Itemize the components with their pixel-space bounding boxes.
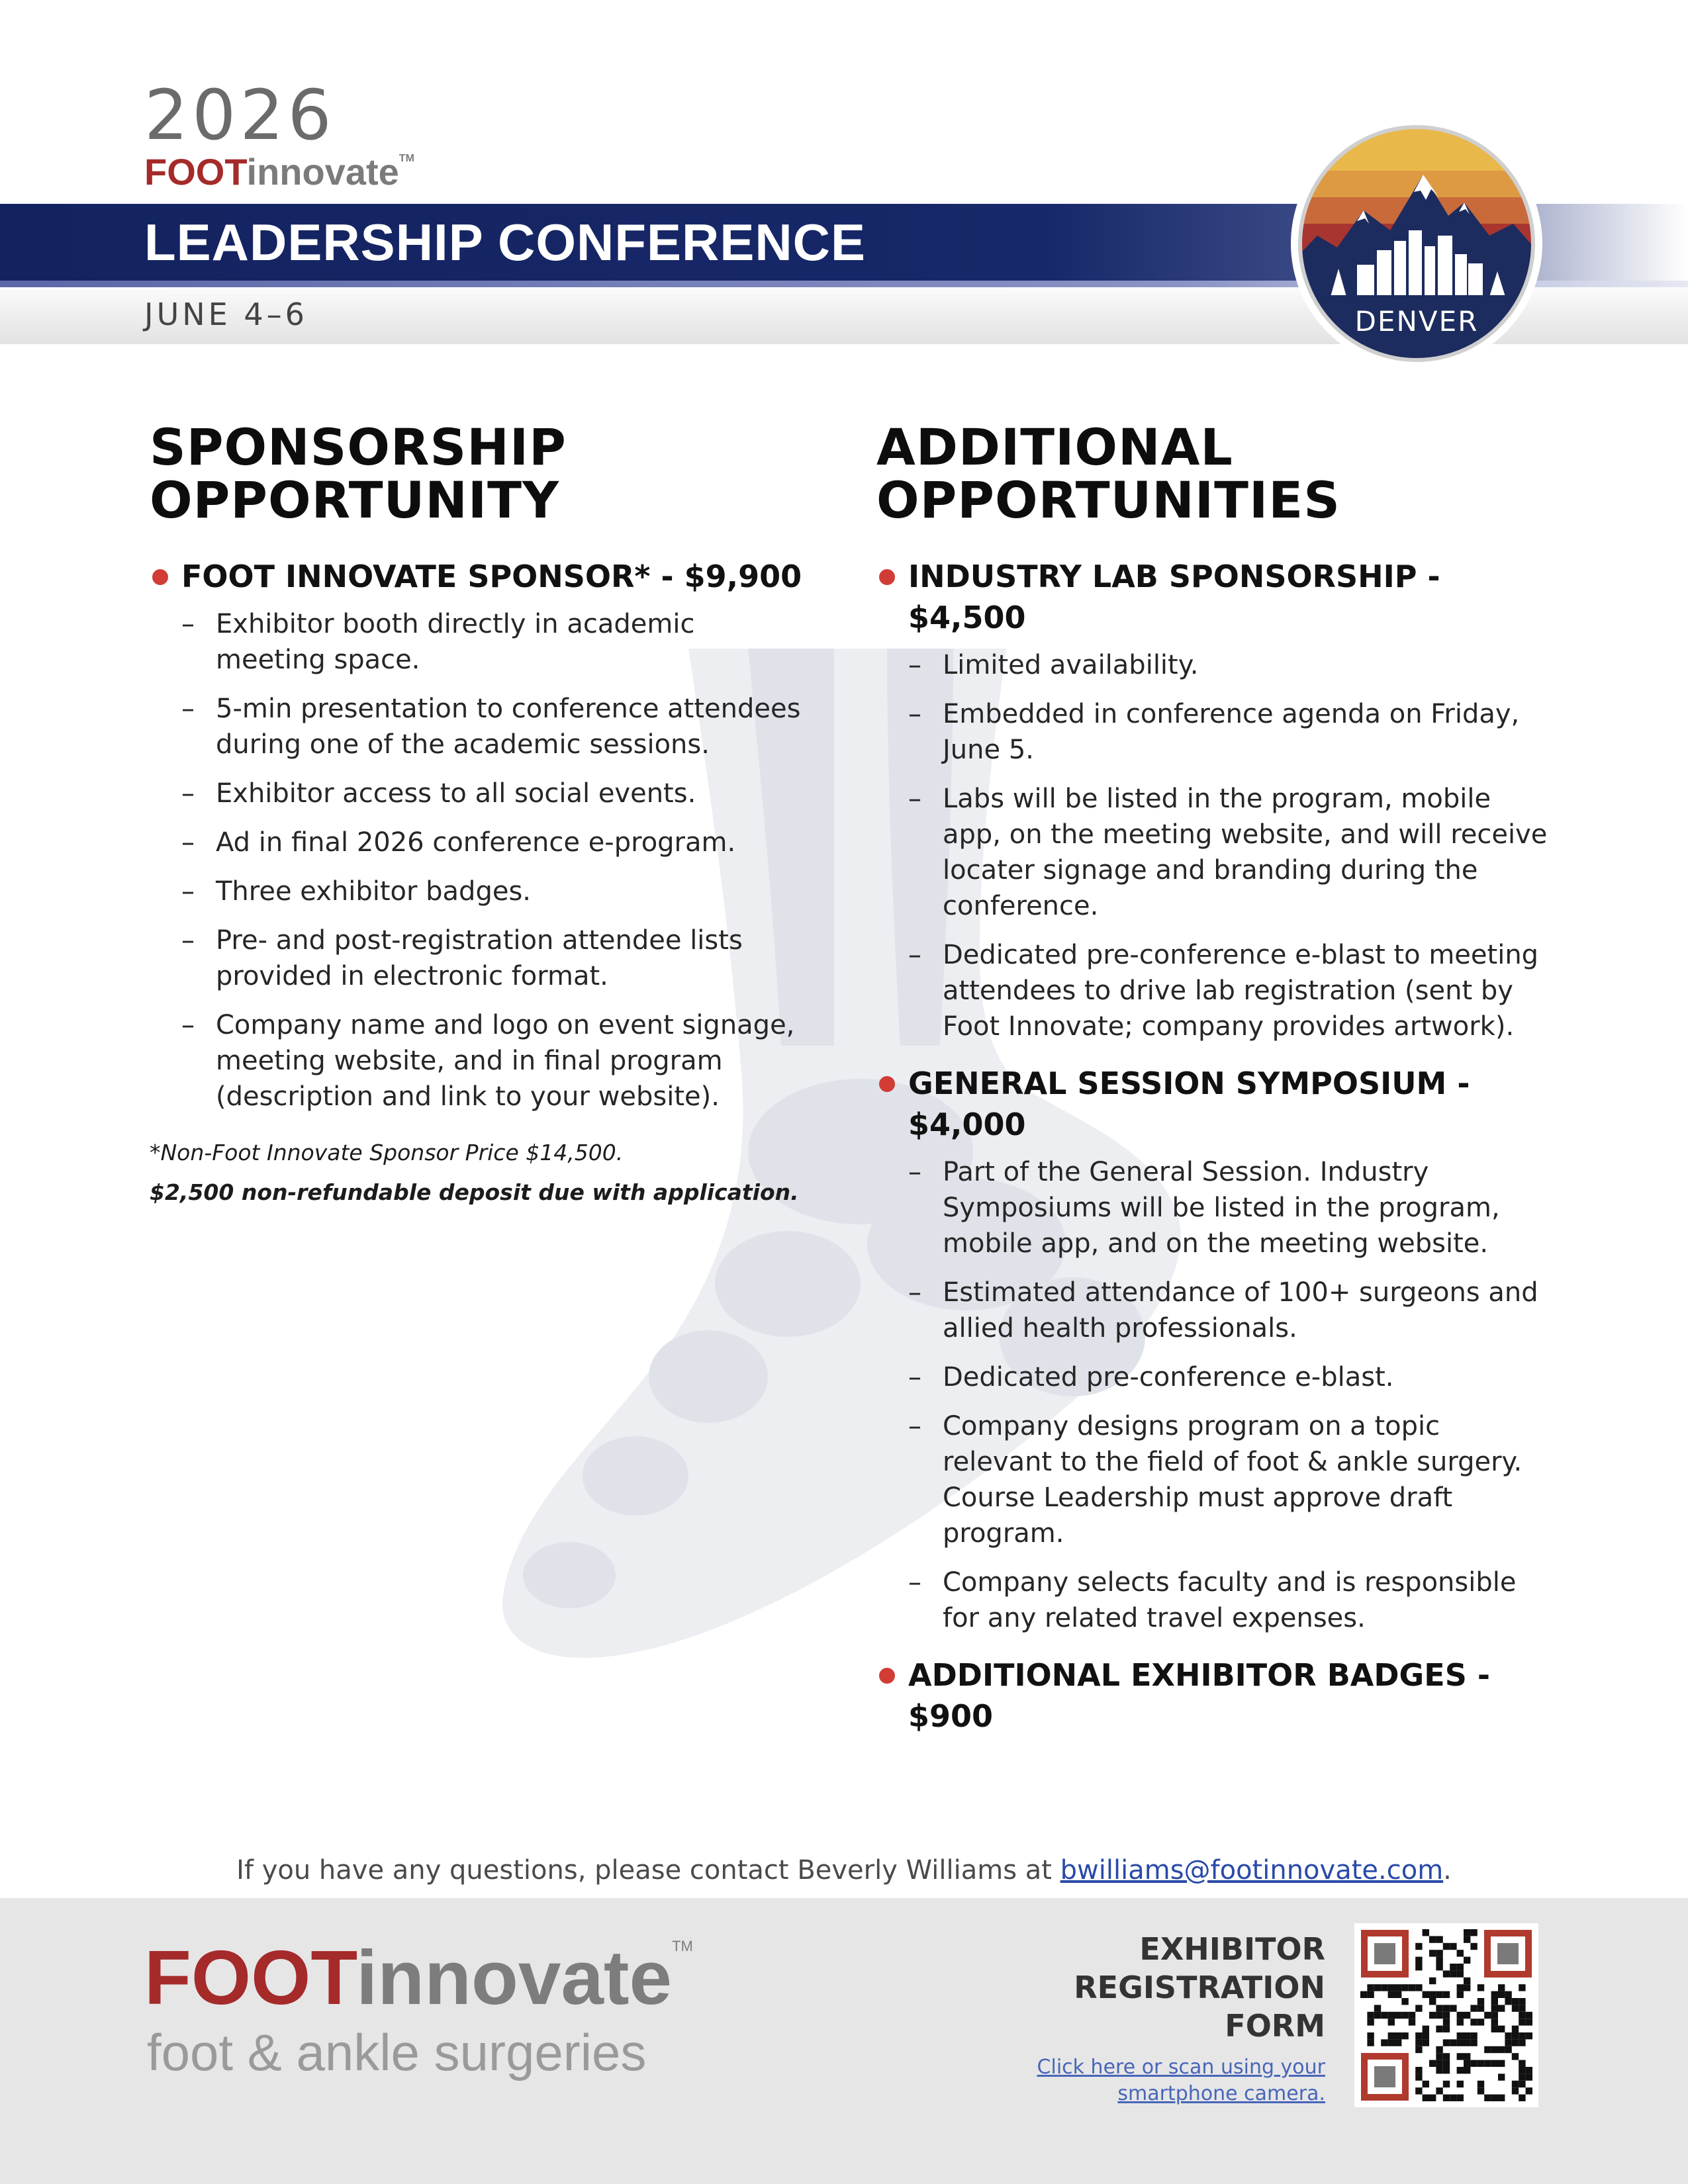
qr-module: [1512, 2053, 1519, 2060]
qr-module: [1395, 2012, 1401, 2019]
sponsorship-column: [150, 418, 812, 1212]
additional-heading: ADDITIONAL OPPORTUNITIES: [876, 418, 1340, 529]
qr-module: [1477, 1998, 1484, 2005]
qr-module: [1505, 1991, 1511, 1998]
qr-module: [1415, 2067, 1422, 2073]
qr-module: [1450, 1964, 1456, 1970]
qr-module: [1457, 2012, 1464, 2019]
qr-module: [1443, 2060, 1450, 2067]
qr-module: [1526, 2087, 1532, 2094]
qr-module: [1498, 2005, 1505, 2011]
qr-module: [1429, 1978, 1436, 1984]
qr-module: [1491, 2060, 1498, 2067]
qr-module: [1388, 2019, 1395, 2025]
list-item: – Dedicated pre-conference e-blast to meeting attendees to drive lab registration (sent by Foot Innovate; company provides artwork).: [908, 940, 1539, 1042]
qr-module: [1512, 1998, 1519, 2005]
qr-module: [1415, 1964, 1422, 1970]
qr-module: [1395, 2039, 1401, 2046]
qr-module: [1457, 1970, 1464, 1977]
qr-module: [1464, 2012, 1470, 2019]
qr-module: [1443, 1943, 1450, 1950]
qr-module: [1464, 1984, 1470, 1991]
qr-module: [1519, 2019, 1525, 2025]
qr-module: [1526, 2073, 1532, 2080]
qr-module: [1477, 2060, 1484, 2067]
qr-module: [1464, 2032, 1470, 2039]
qr-module: [1519, 2060, 1525, 2067]
qr-module: [1409, 1984, 1415, 1991]
qr-module: [1464, 2067, 1470, 2073]
qr-module: [1409, 2019, 1415, 2025]
qr-module: [1526, 2012, 1532, 2019]
qr-module: [1526, 2067, 1532, 2073]
qr-module: [1498, 2073, 1505, 2080]
qr-module: [1457, 2032, 1464, 2039]
list-item: – Ad in final 2026 conference e-program.: [181, 827, 736, 858]
qr-module: [1381, 1984, 1387, 1991]
qr-module: [1512, 2081, 1519, 2087]
qr-module: [1381, 2039, 1387, 2046]
qr-module: [1436, 2067, 1442, 2073]
qr-module: [1401, 1984, 1408, 1991]
red-dot-icon: [879, 569, 895, 585]
list-item: – Company name and logo on event signage, meeting website, and in final program (description and link to your website).: [181, 1010, 795, 1112]
qr-module: [1395, 1991, 1401, 1998]
qr-module: [1436, 2053, 1442, 2060]
qr-module: [1429, 2012, 1436, 2019]
list-item: – Company designs program on a topic relevant to the field of foot & ankle surgery. Course Leadership must approve draft program.: [908, 1411, 1523, 1549]
qr-module: [1436, 1991, 1442, 1998]
list-item: – Dedicated pre-conference e-blast.: [908, 1362, 1394, 1392]
qr-module: [1491, 2012, 1498, 2019]
non-sponsor-price-note: *Non-Foot Innovate Sponsor Price $14,500.: [150, 1140, 624, 1165]
qr-module: [1450, 2095, 1456, 2101]
qr-module: [1415, 1984, 1422, 1991]
qr-module: [1477, 2087, 1484, 2094]
qr-module: [1360, 1991, 1367, 1998]
qr-module: [1415, 2005, 1422, 2011]
qr-module: [1519, 1984, 1525, 1991]
qr-module: [1401, 1998, 1408, 2005]
deposit-note: $2,500 non-refundable deposit due with application.: [150, 1179, 799, 1205]
qr-module: [1477, 1984, 1484, 1991]
qr-module: [1491, 2026, 1498, 2032]
qr-module: [1443, 2005, 1450, 2011]
qr-module: [1450, 2005, 1456, 2011]
qr-module: [1436, 2046, 1442, 2053]
qr-module: [1470, 2039, 1477, 2046]
qr-module: [1498, 1991, 1505, 1998]
qr-module: [1395, 2032, 1401, 2039]
red-dot-icon: [879, 1668, 895, 1684]
qr-module: [1526, 2032, 1532, 2039]
qr-module: [1457, 1964, 1464, 1970]
qr-module: [1443, 1970, 1450, 1977]
qr-module: [1464, 1957, 1470, 1964]
qr-module: [1436, 1950, 1442, 1956]
qr-module: [1374, 2005, 1381, 2011]
qr-module: [1443, 2039, 1450, 2046]
qr-module: [1491, 2095, 1498, 2101]
qr-module: [1415, 2073, 1422, 2080]
qr-module: [1464, 1978, 1470, 1984]
sponsorship-heading: SPONSORSHIP OPPORTUNITY: [150, 418, 567, 529]
qr-module: [1429, 1998, 1436, 2005]
registration-link[interactable]: Click here or scan using your smartphone camera.: [1037, 2056, 1325, 2105]
qr-module: [1415, 2039, 1422, 2046]
qr-module: [1429, 1936, 1436, 1942]
qr-module: [1519, 2081, 1525, 2087]
qr-module: [1470, 2032, 1477, 2039]
qr-module: [1436, 1957, 1442, 1964]
qr-module: [1415, 2032, 1422, 2039]
conference-title: LEADERSHIP CONFERENCE: [144, 213, 867, 271]
qr-module: [1367, 2012, 1374, 2019]
conference-dates: JUNE 4–6: [144, 296, 308, 332]
qr-module: [1512, 2032, 1519, 2039]
qr-module: [1491, 2046, 1498, 2053]
qr-module: [1519, 2005, 1525, 2011]
sponsor-section: [150, 556, 812, 1115]
qr-module: [1429, 1950, 1436, 1956]
qr-module: [1436, 2087, 1442, 2094]
qr-module: [1436, 2026, 1442, 2032]
list-item: – Estimated attendance of 100+ surgeons and allied health professionals.: [908, 1277, 1538, 1343]
qr-module: [1436, 2012, 1442, 2019]
qr-module: [1395, 1984, 1401, 1991]
qr-module: [1464, 2039, 1470, 2046]
qr-module: [1401, 2032, 1408, 2039]
general-session-list: [876, 1154, 1552, 1636]
qr-module: [1429, 2060, 1436, 2067]
qr-module: [1374, 1984, 1381, 1991]
list-item: – Company selects faculty and is responsible for any related travel expenses.: [908, 1567, 1517, 1633]
sponsor-title: FOOT INNOVATE SPONSOR* - $9,900: [150, 556, 812, 597]
qr-module: [1388, 1991, 1395, 1998]
qr-module: [1457, 2095, 1464, 2101]
industry-lab-title: INDUSTRY LAB SPONSORSHIP - $4,500: [876, 556, 1552, 638]
qr-module: [1443, 2067, 1450, 2073]
red-dot-icon: [152, 569, 168, 585]
qr-module: [1484, 2012, 1491, 2019]
qr-module: [1464, 2060, 1470, 2067]
qr-code-icon[interactable]: [1354, 1923, 1538, 2107]
general-session-section: [876, 1063, 1552, 1636]
sponsor-benefits-list: [150, 606, 812, 1115]
qr-module: [1470, 2005, 1477, 2011]
qr-module: [1367, 1991, 1374, 1998]
list-item: – Exhibitor access to all social events.: [181, 778, 696, 809]
qr-module: [1436, 2005, 1442, 2011]
qr-module: [1526, 2019, 1532, 2025]
qr-module: [1409, 2012, 1415, 2019]
qr-module: [1470, 1929, 1477, 1936]
footer-tagline: foot & ankle surgeries: [147, 2023, 647, 2081]
qr-module: [1491, 1998, 1498, 2005]
qr-module: [1423, 2039, 1429, 2046]
qr-module: [1457, 2039, 1464, 2046]
qr-module: [1436, 1936, 1442, 1942]
qr-module: [1519, 2039, 1525, 2046]
qr-module: [1381, 2012, 1387, 2019]
qr-module: [1367, 1984, 1374, 1991]
qr-module: [1519, 1998, 1525, 2005]
qr-module: [1457, 1991, 1464, 1998]
qr-module: [1498, 1984, 1505, 1991]
qr-module: [1443, 2053, 1450, 2060]
year: 2026: [144, 75, 336, 156]
footer-brand-logo: FOOTinnovateTM: [144, 1934, 693, 2021]
qr-module: [1388, 1984, 1395, 1991]
qr-module: [1484, 2095, 1491, 2101]
list-item: – Part of the General Session. Industry Symposiums will be listed in the program, mobile app, and on the meeting website.: [908, 1157, 1500, 1259]
qr-module: [1491, 2019, 1498, 2025]
qr-module: [1374, 2012, 1381, 2019]
qr-module: [1505, 2046, 1511, 2053]
qr-module: [1498, 2046, 1505, 2053]
qr-module: [1367, 2032, 1374, 2039]
registration-form-title: EXHIBITOR REGISTRATION FORM: [1074, 1931, 1325, 2044]
qr-module: [1443, 2081, 1450, 2087]
qr-module: [1512, 2087, 1519, 2094]
qr-module: [1505, 2039, 1511, 2046]
qr-module: [1450, 1943, 1456, 1950]
qr-module: [1423, 1991, 1429, 1998]
qr-module: [1464, 2053, 1470, 2060]
list-item: – Limited availability.: [908, 650, 1199, 680]
qr-module: [1464, 1929, 1470, 1936]
qr-module: [1423, 2081, 1429, 2087]
qr-module: [1512, 2005, 1519, 2011]
qr-module: [1498, 2026, 1505, 2032]
qr-module: [1512, 2026, 1519, 2032]
list-item: – Embedded in conference agenda on Friday, June 5.: [908, 699, 1520, 765]
list-item: – Three exhibitor badges.: [181, 876, 531, 907]
qr-module: [1470, 2060, 1477, 2067]
exhibitor-badges-section: [876, 1655, 1552, 1737]
qr-module: [1519, 2073, 1525, 2080]
qr-module: [1484, 2060, 1491, 2067]
qr-module: [1519, 2095, 1525, 2101]
qr-module: [1498, 2095, 1505, 2101]
qr-module: [1367, 2019, 1374, 2025]
qr-module: [1429, 1991, 1436, 1998]
contact-email-link[interactable]: bwilliams@footinnovate.com: [1060, 1855, 1444, 1886]
qr-module: [1457, 1950, 1464, 1956]
qr-module: [1450, 1970, 1456, 1977]
qr-module: [1505, 1998, 1511, 2005]
qr-module: [1457, 2019, 1464, 2025]
additional-column: [876, 418, 1552, 1755]
qr-module: [1423, 2095, 1429, 2101]
qr-module: [1423, 1929, 1429, 1936]
qr-module: [1519, 2032, 1525, 2039]
qr-module: [1443, 2012, 1450, 2019]
qr-module: [1401, 2012, 1408, 2019]
list-item: – Labs will be listed in the program, mobile app, on the meeting website, and will receive locater signage and branding during the conference.: [908, 784, 1548, 921]
contact-line: If you have any questions, please contact Beverly Williams at bwilliams@footinnovate.com.: [236, 1855, 1452, 1886]
qr-module: [1443, 1991, 1450, 1998]
qr-module: [1443, 2026, 1450, 2032]
qr-module: [1457, 2067, 1464, 2073]
qr-module: [1477, 2005, 1484, 2011]
qr-module: [1423, 2032, 1429, 2039]
qr-module: [1498, 2060, 1505, 2067]
qr-module: [1470, 1943, 1477, 1950]
list-item: – 5-min presentation to conference attendees during one of the academic sessions.: [181, 694, 801, 760]
qr-module: [1443, 2019, 1450, 2025]
qr-module: [1415, 2087, 1422, 2094]
denver-skyline-emblem-icon: [1291, 118, 1542, 369]
qr-module: [1415, 1943, 1422, 1950]
list-item: – Pre- and post-registration attendee lists provided in electronic format.: [181, 925, 743, 991]
list-item: – Exhibitor booth directly in academic meeting space.: [181, 609, 695, 675]
qr-module: [1423, 2026, 1429, 2032]
qr-module: [1388, 2012, 1395, 2019]
qr-module: [1512, 2039, 1519, 2046]
qr-module: [1457, 2053, 1464, 2060]
red-dot-icon: [879, 1076, 895, 1092]
industry-lab-section: [876, 556, 1552, 1044]
qr-module: [1436, 1964, 1442, 1970]
qr-module: [1443, 2095, 1450, 2101]
qr-module: [1464, 1936, 1470, 1942]
qr-module: [1491, 1991, 1498, 1998]
qr-module: [1491, 2005, 1498, 2011]
qr-module: [1505, 2032, 1511, 2039]
qr-module: [1436, 2060, 1442, 2067]
industry-lab-list: [876, 647, 1552, 1044]
qr-module: [1457, 2081, 1464, 2087]
qr-module: [1457, 1984, 1464, 1991]
qr-module: [1519, 2012, 1525, 2019]
qr-module: [1450, 2039, 1456, 2046]
qr-module: [1415, 2046, 1422, 2053]
qr-module: [1367, 2039, 1374, 2046]
qr-module: [1484, 2046, 1491, 2053]
qr-module: [1429, 2095, 1436, 2101]
brand-logo-small: FOOTinnovate™: [144, 151, 414, 193]
qr-module: [1470, 2019, 1477, 2025]
qr-module: [1519, 2067, 1525, 2073]
emblem-city-label: DENVER: [1354, 305, 1479, 338]
qr-module: [1477, 2081, 1484, 2087]
qr-module: [1477, 2019, 1484, 2025]
qr-module: [1415, 1957, 1422, 1964]
general-session-title: GENERAL SESSION SYMPOSIUM - $4,000: [876, 1063, 1552, 1145]
qr-module: [1388, 2039, 1395, 2046]
qr-module: [1388, 2032, 1395, 2039]
exhibitor-badges-title: ADDITIONAL EXHIBITOR BADGES - $900: [876, 1655, 1552, 1737]
